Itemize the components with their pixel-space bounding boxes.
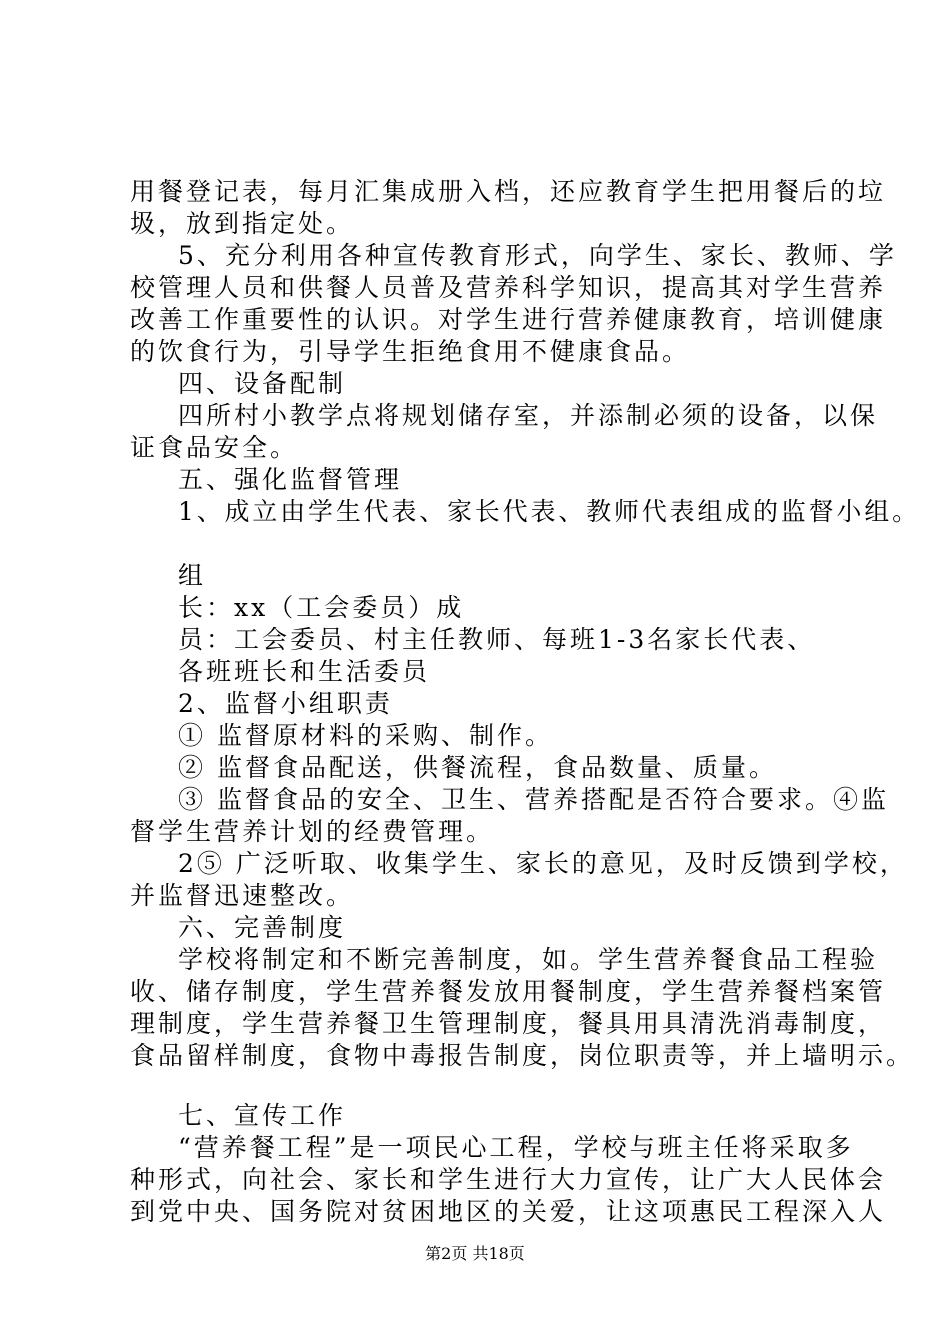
text-line: 理制度，学生营养餐卫生管理制度，餐具用具清洗消毒制度， <box>130 1009 887 1038</box>
text-line: 圾，放到指定处。 <box>130 209 355 238</box>
text-line: 并监督迅速整改。 <box>130 881 355 910</box>
text-line: 四所村小教学点将规划储存室，并添制必须的设备，以保 <box>178 401 879 430</box>
section-heading: 七、宣传工作 <box>178 1101 347 1130</box>
text-line: 改善工作重要性的认识。对学生进行营养健康教育，培训健康 <box>130 305 887 334</box>
text-line: 5、充分利用各种宣传教育形式，向学生、家长、教师、学 <box>178 241 897 270</box>
text-line: 证食品安全。 <box>130 433 299 462</box>
text-line: 2⑤ 广泛听取、收集学生、家长的意见，及时反馈到学校， <box>178 849 908 878</box>
text-line: 员：工会委员、村主任教师、每班1-3名家长代表、 <box>178 625 816 654</box>
section-heading: 六、完善制度 <box>178 913 347 942</box>
text-line: ③ 监督食品的安全、卫生、营养搭配是否符合要求。④监 <box>178 785 889 814</box>
text-line: 督学生营养计划的经费管理。 <box>130 817 495 846</box>
text-line: 各班班长和生活委员 <box>178 657 431 686</box>
text-line: 收、储存制度，学生营养餐发放用餐制度，学生营养餐档案管 <box>130 977 887 1006</box>
text-line: 长：xx（工会委员）成 <box>178 593 465 622</box>
section-heading: 五、强化监督管理 <box>178 465 403 494</box>
text-line: 校管理人员和供餐人员普及营养科学知识，提高其对学生营养 <box>130 273 887 302</box>
text-line: 组 <box>178 561 207 590</box>
text-line: 用餐登记表，每月汇集成册入档，还应教育学生把用餐后的垃 <box>130 177 887 206</box>
text-line: 1、成立由学生代表、家长代表、教师代表组成的监督小组。 <box>178 497 920 526</box>
text-line: 种形式，向社会、家长和学生进行大力宣传，让广大人民体会 <box>130 1165 887 1194</box>
text-line: 学校将制定和不断完善制度，如。学生营养餐食品工程验 <box>178 945 879 974</box>
page-footer: 第2页 共18页 <box>425 1244 525 1263</box>
text-line: 的饮食行为，引导学生拒绝食用不健康食品。 <box>130 337 691 366</box>
text-line: ② 监督食品配送，供餐流程，食品数量、质量。 <box>178 753 777 782</box>
text-line: 2、监督小组职责 <box>178 689 393 718</box>
text-line: 食品留样制度，食物中毒报告制度，岗位职责等，并上墙明示。 <box>130 1041 915 1070</box>
text-line: “营养餐工程”是一项民心工程，学校与班主任将采取多 <box>178 1133 854 1162</box>
text-line: ① 监督原材料的采购、制作。 <box>178 721 553 750</box>
text-line: 到党中央、国务院对贫困地区的关爱，让这项惠民工程深入人 <box>130 1197 887 1226</box>
section-heading: 四、设备配制 <box>178 369 347 398</box>
